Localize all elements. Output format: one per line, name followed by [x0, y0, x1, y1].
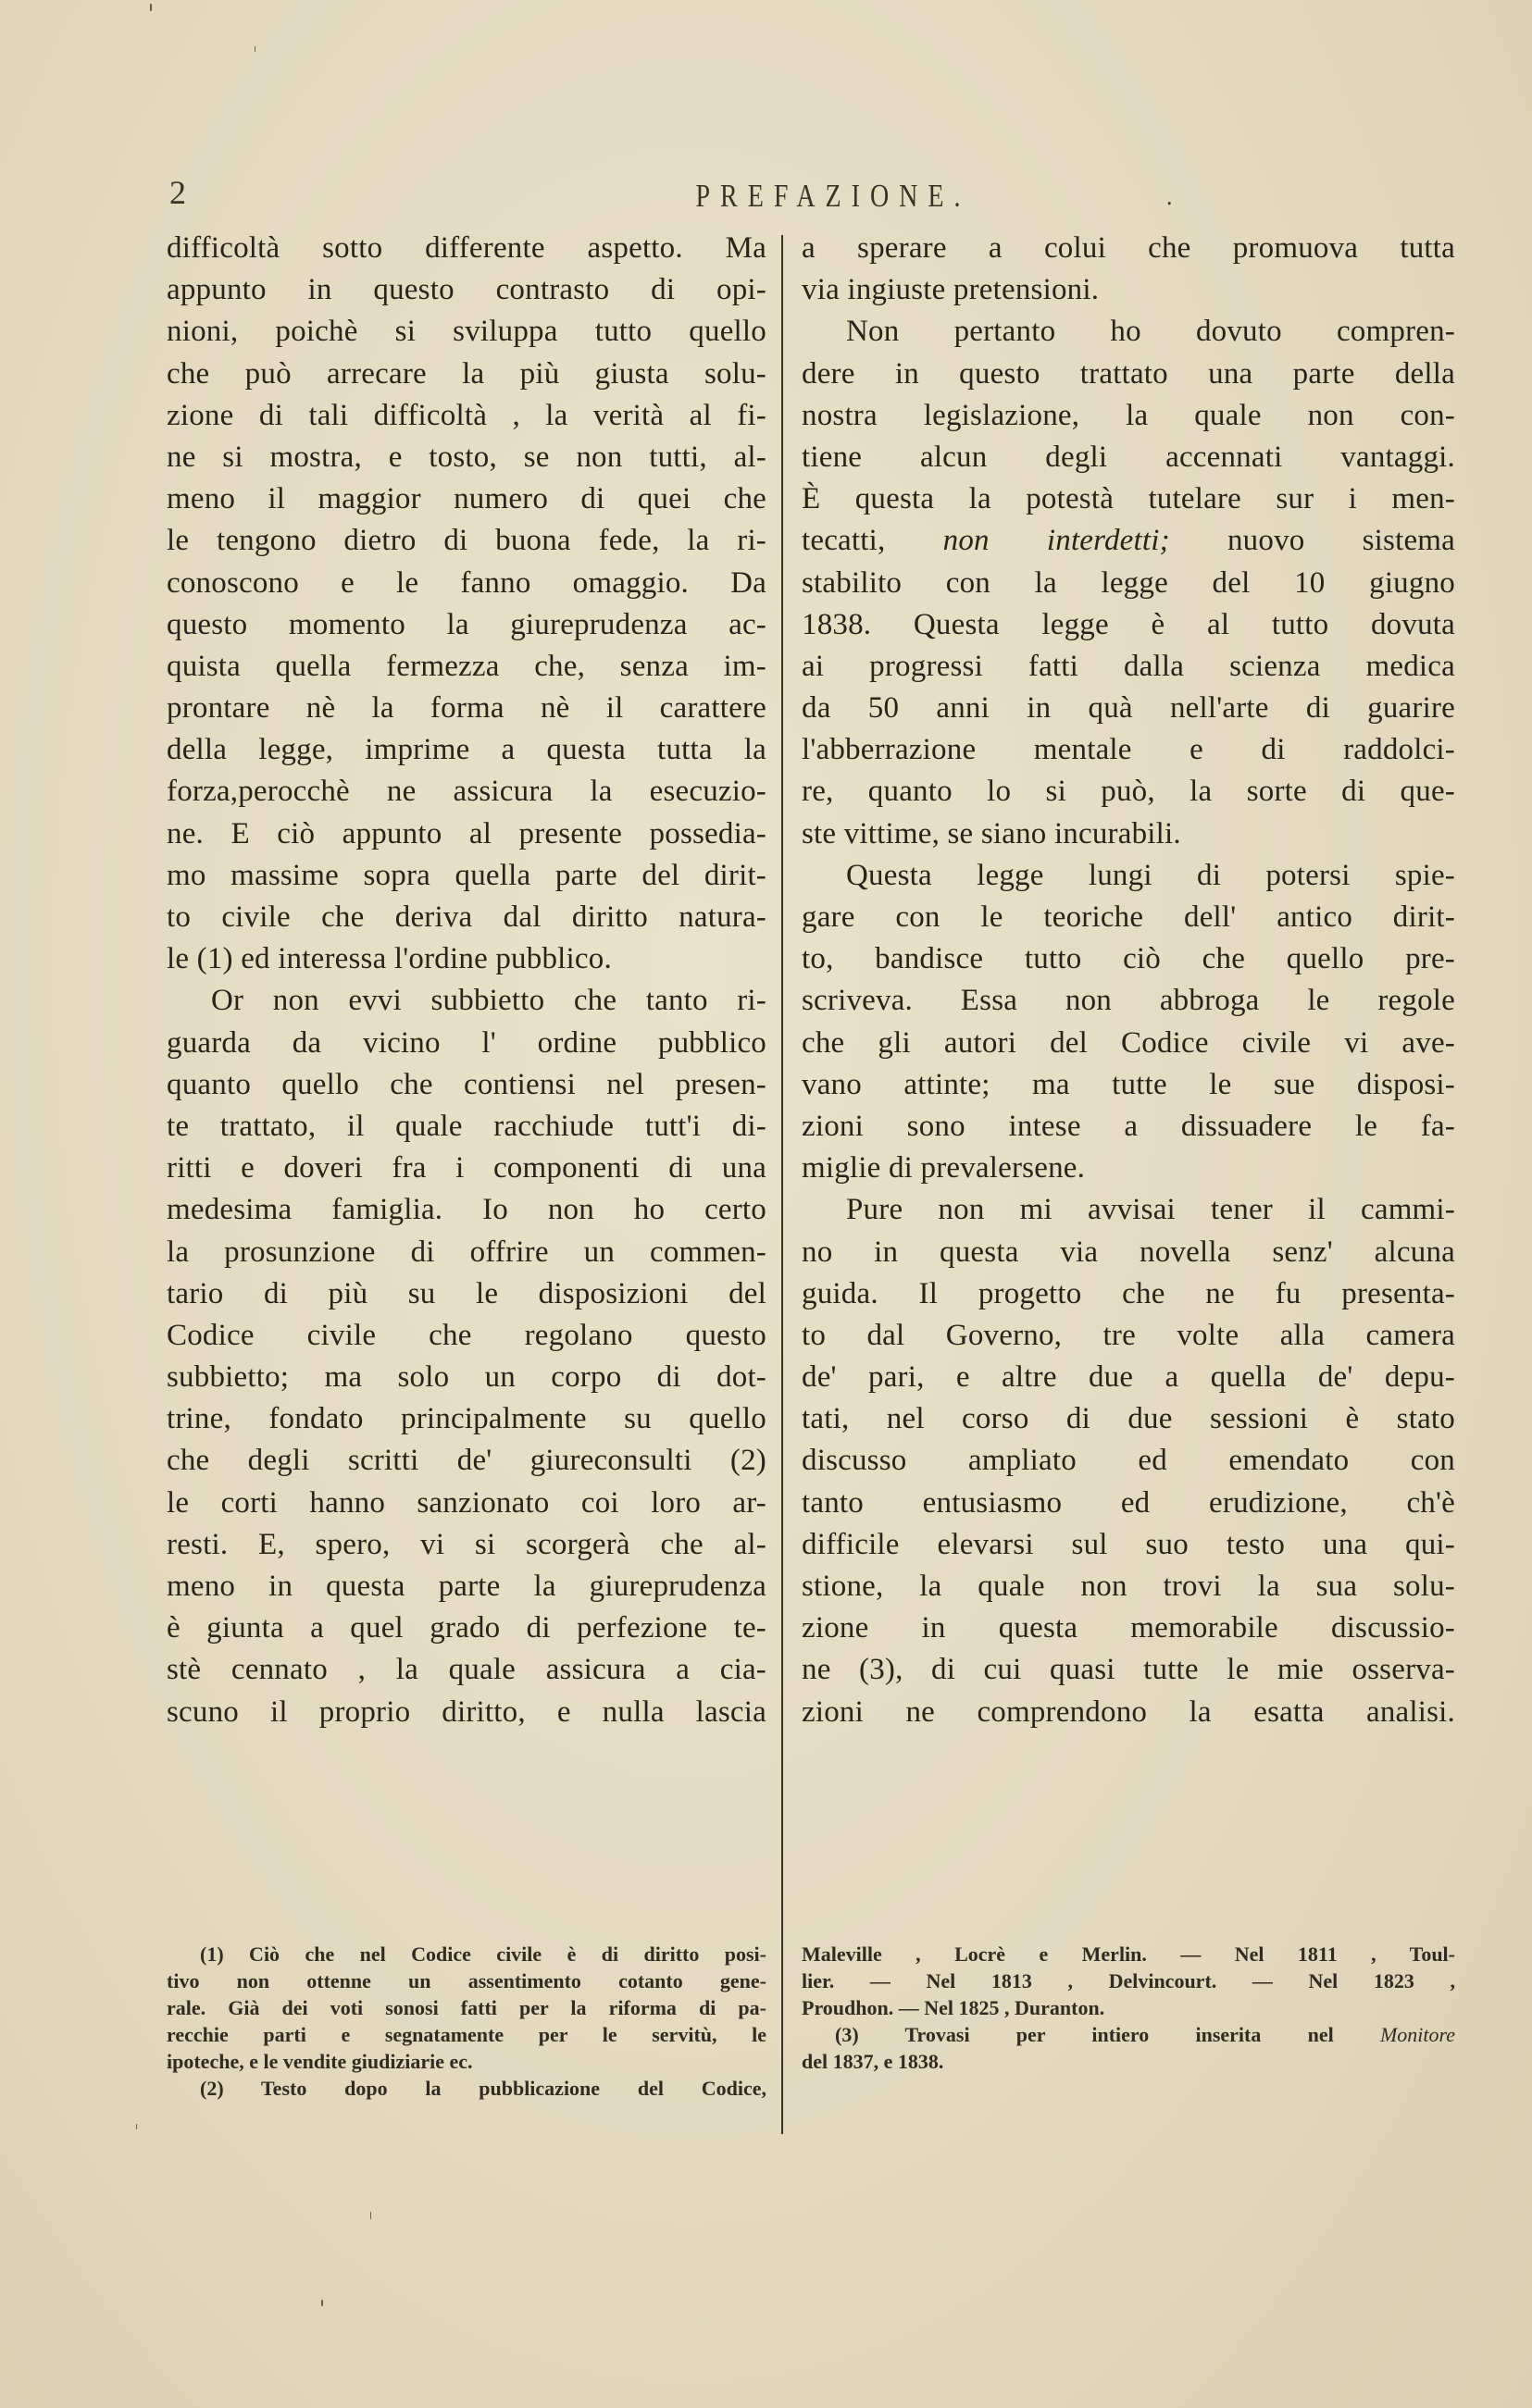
text-line-footnote-ref-1: le (1) ed interessa l'ordine pubblico. — [167, 942, 612, 976]
footnotes-left — [167, 1941, 766, 2102]
text-line: È questa la potestà tutelare sur i men- — [802, 482, 1455, 516]
footnote-3-line — [802, 2021, 1455, 2048]
text-line-footnote-ref-3: ne (3), di cui quasi tutte le mie osserva- — [802, 1653, 1455, 1687]
text-line: le tengono dietro di buona fede, la ri- — [167, 524, 766, 558]
footnotes-right — [802, 1941, 1455, 2075]
stray-mark: . — [1166, 183, 1173, 210]
paper-speck — [150, 4, 152, 11]
text-line: te trattato, il quale racchiude tutt'i di- — [167, 1109, 766, 1143]
text-line: che può arrecare la più giusta solu- — [167, 356, 766, 391]
footnote-2-continued-line: lier. — Nel 1813 , Delvincourt. — Nel 1823 , — [802, 1969, 1455, 1992]
text-line: tati, nel corso di due sessioni è stato — [802, 1402, 1455, 1436]
italic-phrase: non interdetti; — [942, 524, 1170, 558]
text-line: meno in questa parte la giureprudenza — [167, 1570, 766, 1603]
footnote-1-line: tivo non ottenne un assentimento cotanto gene- — [167, 1969, 766, 1992]
text-line: Codice civile che regolano questo — [167, 1318, 766, 1352]
text-line: zione in questa memorabile discussio- — [802, 1611, 1455, 1645]
text-line: to dal Governo, tre volte alla camera — [802, 1318, 1455, 1352]
text-line: resti. E, spero, vi si scorgerà che al- — [167, 1527, 766, 1561]
text-line: zione di tali difficoltà , la verità al fi- — [167, 398, 766, 432]
text-line: ne si mostra, e tosto, se non tutti, al- — [167, 440, 766, 474]
text-line: no in questa via novella senz' alcuna — [802, 1235, 1455, 1269]
text-fragment: tecatti, — [802, 524, 943, 558]
footnote-1-line: (1) Ciò che nel Codice civile è di diritto posi- — [200, 1943, 766, 1966]
text-line: miglie di prevalersene. — [802, 1151, 1086, 1185]
text-line: l'abberrazione mentale e di raddolci- — [802, 733, 1455, 767]
text-line: tario di più su le disposizioni del — [167, 1276, 766, 1310]
text-line: prontare nè la forma nè il carattere — [167, 691, 766, 726]
footnote-2-line: (2) Testo dopo la pubblicazione del Codice, — [200, 2077, 766, 2100]
left-column-text — [167, 228, 766, 1733]
text-line: guida. Il progetto che ne fu presenta- — [802, 1276, 1455, 1310]
paragraph-start-line: Questa legge lungi di potersi spie- — [846, 858, 1455, 892]
text-line-footnote-ref-2: che degli scritti de' giureconsulti (2) — [167, 1444, 766, 1478]
text-line: a sperare a colui che promuova tutta — [802, 231, 1455, 265]
text-line: de' pari, e altre due a quella de' depu- — [802, 1360, 1455, 1395]
text-line: trine, fondato principalmente su quello — [167, 1402, 766, 1436]
paper-speck — [136, 2124, 137, 2129]
text-line: quista quella fermezza che, senza im- — [167, 649, 766, 683]
column-divider-rule — [781, 235, 783, 2134]
text-line: ritti e doveri fra i componenti di una — [167, 1151, 766, 1185]
text-line: che gli autori del Codice civile vi ave- — [802, 1025, 1455, 1060]
text-line: le corti hanno sanzionato coi loro ar- — [167, 1485, 766, 1520]
text-line: mo massime sopra quella parte del dirit- — [167, 858, 766, 892]
text-line: to civile che deriva dal diritto natura- — [167, 900, 766, 934]
paper-speck — [321, 2300, 323, 2306]
text-line: tiene alcun degli accennati vantaggi. — [802, 440, 1455, 474]
text-line: 1838. Questa legge è al tutto dovuta — [802, 607, 1455, 641]
text-line: stè cennato , la quale assicura a cia- — [167, 1653, 766, 1687]
text-line: zioni ne comprendono la esatta analisi. — [802, 1694, 1455, 1729]
text-line: vano attinte; ma tutte le sue disposi- — [802, 1067, 1455, 1101]
text-line: discusso ampliato ed emendato con — [802, 1444, 1455, 1478]
right-column-text — [802, 228, 1455, 1733]
text-line: è giunta a quel grado di perfezione te- — [167, 1611, 766, 1645]
text-line: stione, la quale non trovi la sua solu- — [802, 1570, 1455, 1603]
text-line: ai progressi fatti dalla scienza medica — [802, 649, 1455, 683]
text-line: ste vittime, se siano incurabili. — [802, 816, 1181, 850]
text-line: gare con le teoriche dell' antico dirit- — [802, 900, 1455, 934]
text-line: nostra legislazione, la quale non con- — [802, 398, 1455, 432]
page-number: 2 — [169, 174, 186, 211]
text-line: zioni sono intese a dissuadere le fa- — [802, 1109, 1455, 1143]
footnote-2-continued-line: Proudhon. — Nel 1825 , Duranton. — [802, 1996, 1105, 2019]
paragraph-start-line: Or non evvi subbietto che tanto ri- — [211, 984, 766, 1018]
text-line: scuno il proprio diritto, e nulla lascia — [167, 1694, 766, 1729]
footnote-3-line: del 1837, e 1838. — [802, 2050, 944, 2073]
text-line: forza,perocchè ne assicura la esecuzio- — [167, 775, 766, 809]
text-line: meno il maggior numero di quei che — [167, 482, 766, 516]
running-head-title: PREFAZIONE. — [695, 179, 971, 215]
text-line: difficile elevarsi sul suo testo una qui- — [802, 1527, 1455, 1561]
text-line: re, quanto lo si può, la sorte di que- — [802, 775, 1455, 809]
text-line: da 50 anni in quà nell'arte di guarire — [802, 691, 1455, 726]
text-line: tanto entusiasmo ed erudizione, ch'è — [802, 1485, 1455, 1520]
paper-speck — [370, 2212, 371, 2219]
text-line: subbietto; ma solo un corpo di dot- — [167, 1360, 766, 1395]
paragraph-start-line: Non pertanto ho dovuto compren- — [846, 315, 1455, 349]
text-line: appunto in questo contrasto di opi- — [167, 273, 766, 307]
text-line: medesima famiglia. Io non ho certo — [167, 1193, 766, 1227]
text-line: guarda da vicino l' ordine pubblico — [167, 1025, 766, 1060]
text-line: ne. E ciò appunto al presente possedia- — [167, 816, 766, 850]
text-line-with-italic — [802, 520, 1455, 562]
text-line: questo momento la giureprudenza ac- — [167, 607, 766, 641]
italic-title: Monitore — [1379, 2023, 1455, 2046]
footnote-2-continued-line: Maleville , Locrè e Merlin. — Nel 1811 , Toul- — [802, 1943, 1455, 1966]
text-line: dere in questo trattato una parte della — [802, 356, 1455, 391]
text-line: della legge, imprime a questa tutta la — [167, 733, 766, 767]
text-fragment: (3) Trovasi per intiero inserita nel — [835, 2023, 1380, 2046]
text-line: scriveva. Essa non abbroga le regole — [802, 984, 1455, 1018]
text-line: via ingiuste pretensioni. — [802, 273, 1100, 307]
text-line: stabilito con la legge del 10 giugno — [802, 565, 1455, 600]
text-fragment: nuovo sistema — [1169, 524, 1456, 558]
footnote-1-line: recchie parti e segnatamente per le servitù, le — [167, 2023, 766, 2046]
text-line: difficoltà sotto differente aspetto. Ma — [167, 231, 766, 265]
footnote-1-line: ipoteche, e le vendite giudiziarie ec. — [167, 2050, 473, 2073]
text-line: la prosunzione di offrire un commen- — [167, 1235, 766, 1269]
text-line: nioni, poichè si sviluppa tutto quello — [167, 315, 766, 349]
text-line: conoscono e le fanno omaggio. Da — [167, 565, 766, 600]
footnote-1-line: rale. Già dei voti sonosi fatti per la riforma di pa- — [167, 1996, 766, 2019]
paragraph-start-line: Pure non mi avvisai tener il cammi- — [846, 1193, 1455, 1227]
text-line: quanto quello che contiensi nel presen- — [167, 1067, 766, 1101]
text-line: to, bandisce tutto ciò che quello pre- — [802, 942, 1455, 976]
